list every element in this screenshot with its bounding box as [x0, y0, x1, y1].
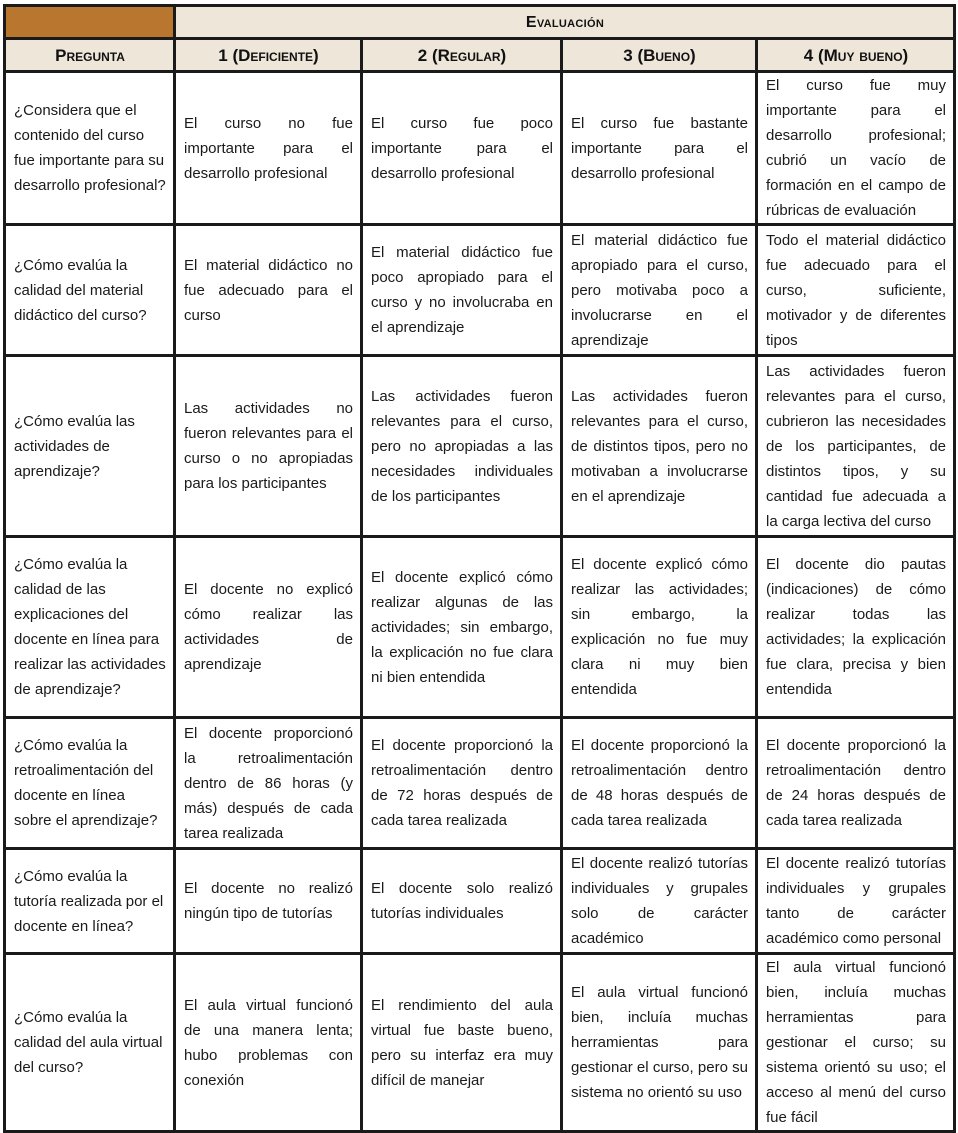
rating-cell-2: Las actividades fueron relevantes para el curso, pero no apropiadas a las necesidades individuales de los participantes [362, 356, 562, 537]
rating-cell-4: El docente proporcionó la retroalimentación dentro de 24 horas después de cada tarea realizada [757, 718, 955, 849]
table-row [5, 537, 955, 718]
rating-cell-3: El material didáctico fue apropiado para el curso, pero motivaba poco a involucrarse en el aprendizaje [562, 225, 757, 356]
table-row [5, 225, 955, 356]
rating-cell-3: El docente proporcionó la retroalimentación dentro de 48 horas después de cada tarea realizada [562, 718, 757, 849]
question-cell: ¿Cómo evalúa la calidad del aula virtual del curso? [5, 954, 175, 1132]
rating-cell-2: El rendimiento del aula virtual fue baste bueno, pero su interfaz era muy difícil de manejar [362, 954, 562, 1132]
header-row-top [5, 6, 955, 39]
rating-cell-3: Las actividades fueron relevantes para el curso, de distintos tipos, pero no motivaban a involucrarse en el aprendizaje [562, 356, 757, 537]
rating-cell-3: El curso fue bastante importante para el desarrollo profesional [562, 72, 757, 225]
question-cell: ¿Cómo evalúa la retroalimentación del docente en línea sobre el aprendizaje? [5, 718, 175, 849]
rating-cell-2: El docente explicó cómo realizar algunas de las actividades; sin embargo, la explicación no fue clara ni bien entendida [362, 537, 562, 718]
level-3-header: 3 (Bueno) [562, 39, 757, 72]
rating-cell-1: El aula virtual funcionó de una manera lenta; hubo problemas con conexión [175, 954, 362, 1132]
table-row [5, 356, 955, 537]
table-row [5, 849, 955, 954]
level-1-header: 1 (Deficiente) [175, 39, 362, 72]
rating-cell-3: El docente realizó tutorías individuales y grupales solo de carácter académico [562, 849, 757, 954]
table-row [5, 718, 955, 849]
rating-cell-1: El docente no explicó cómo realizar las actividades de aprendizaje [175, 537, 362, 718]
rating-cell-3: El aula virtual funcionó bien, incluía muchas herramientas para gestionar el curso, pero su sistema no orientó su uso [562, 954, 757, 1132]
level-2-header: 2 (Regular) [362, 39, 562, 72]
header-corner [5, 6, 175, 39]
rating-cell-2: El docente proporcionó la retroalimentación dentro de 72 horas después de cada tarea realizada [362, 718, 562, 849]
question-cell: ¿Cómo evalúa la calidad de las explicaciones del docente en línea para realizar las actividades de aprendizaje? [5, 537, 175, 718]
evaluation-header: Evaluación [175, 6, 955, 39]
rating-cell-2: El curso fue poco importante para el desarrollo profesional [362, 72, 562, 225]
question-cell: ¿Cómo evalúa las actividades de aprendizaje? [5, 356, 175, 537]
rating-cell-1: El docente proporcionó la retroalimentación dentro de 86 horas (y más) después de cada tarea realizada [175, 718, 362, 849]
rating-cell-2: El docente solo realizó tutorías individuales [362, 849, 562, 954]
rating-cell-4: El aula virtual funcionó bien, incluía muchas herramientas para gestionar el curso; su sistema orientó su uso; el acceso al menú del curso fue fácil [757, 954, 955, 1132]
question-header: Pregunta [5, 39, 175, 72]
table-row [5, 954, 955, 1132]
rating-cell-1: El curso no fue importante para el desarrollo profesional [175, 72, 362, 225]
rating-cell-4: Las actividades fueron relevantes para el curso, cubrieron las necesidades de los participantes, de distintos tipos, y su cantidad fue adecuada a la carga lectiva del curso [757, 356, 955, 537]
rating-cell-3: El docente explicó cómo realizar las actividades; sin embargo, la explicación no fue muy clara ni muy bien entendida [562, 537, 757, 718]
question-cell: ¿Considera que el contenido del curso fue importante para su desarrollo profesional? [5, 72, 175, 225]
rating-cell-2: El material didáctico fue poco apropiado para el curso y no involucraba en el aprendizaje [362, 225, 562, 356]
rating-cell-4: El docente dio pautas (indicaciones) de cómo realizar todas las actividades; la explicación fue clara, precisa y bien entendida [757, 537, 955, 718]
rating-cell-1: El material didáctico no fue adecuado para el curso [175, 225, 362, 356]
rating-cell-4: El curso fue muy importante para el desarrollo profesional; cubrió un vacío de formación en el campo de rúbricas de evaluación [757, 72, 955, 225]
rating-cell-1: El docente no realizó ningún tipo de tutorías [175, 849, 362, 954]
question-cell: ¿Cómo evalúa la tutoría realizada por el docente en línea? [5, 849, 175, 954]
header-row-levels [5, 39, 955, 72]
rating-cell-4: El docente realizó tutorías individuales y grupales tanto de carácter académico como personal [757, 849, 955, 954]
level-4-header: 4 (Muy bueno) [757, 39, 955, 72]
rating-cell-4: Todo el material didáctico fue adecuado para el curso, suficiente, motivador y de diferentes tipos [757, 225, 955, 356]
question-cell: ¿Cómo evalúa la calidad del material didáctico del curso? [5, 225, 175, 356]
rating-cell-1: Las actividades no fueron relevantes para el curso o no apropiadas para los participantes [175, 356, 362, 537]
table-row [5, 72, 955, 225]
rubric-table [3, 4, 956, 1133]
